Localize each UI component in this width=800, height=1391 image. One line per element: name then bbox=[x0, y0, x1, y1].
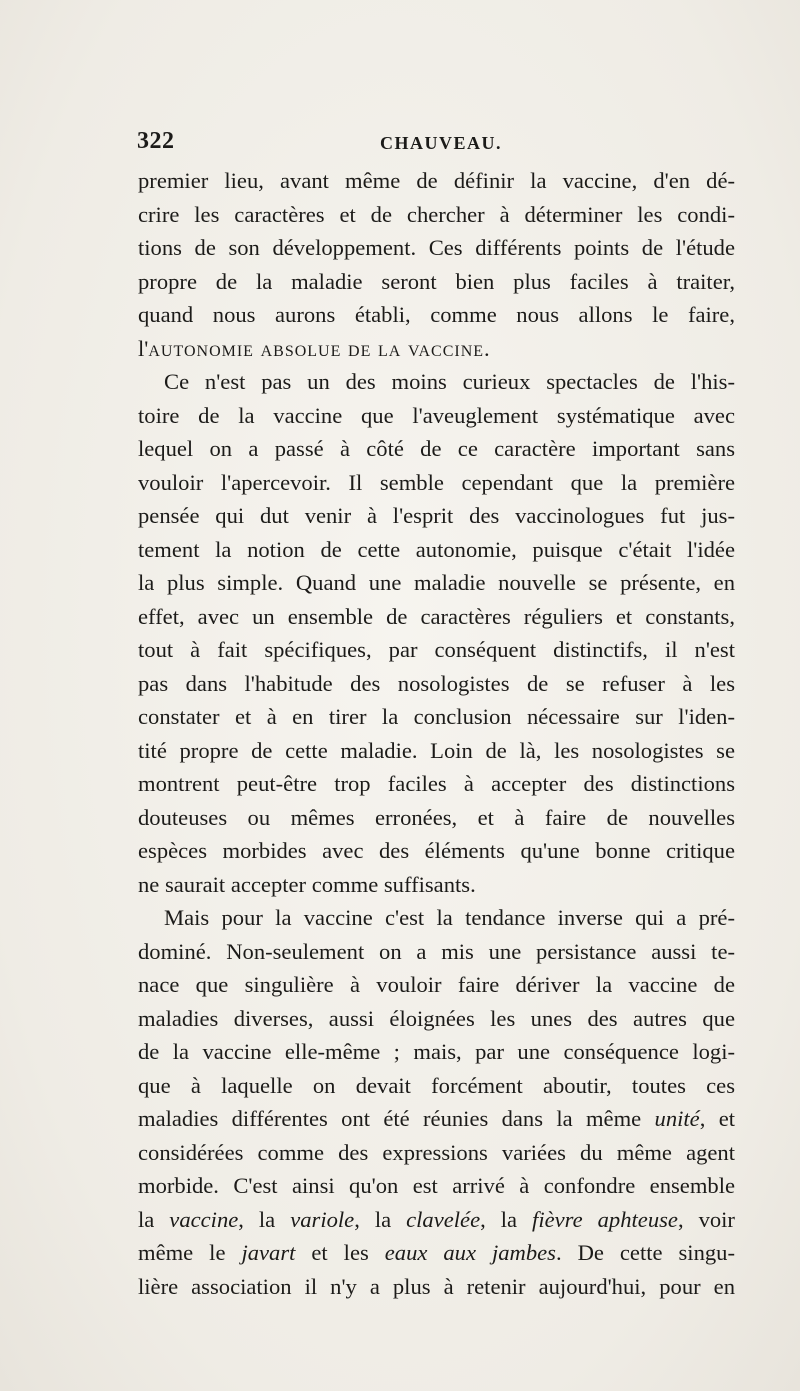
text-line: de la vaccine elle-même ; mais, par une conséquence logi- bbox=[138, 1039, 735, 1064]
text-line: vouloir l'apercevoir. Il semble cependant que la première bbox=[138, 469, 735, 495]
text-line bbox=[138, 1102, 735, 1136]
body-text bbox=[138, 164, 735, 1303]
text-fragment: . De cette singu- bbox=[555, 1240, 735, 1265]
running-head: CHAUVEAU. bbox=[380, 133, 503, 153]
italic-term: fièvre aphteuse bbox=[532, 1206, 678, 1232]
text-line: tité propre de cette maladie. Loin de là, les nosologistes se bbox=[138, 737, 735, 763]
text-fragment: , la bbox=[238, 1206, 276, 1232]
paragraph-start-line: Ce n'est pas un des moins curieux spectacles de l'his- bbox=[164, 369, 735, 394]
text-line: maladies diverses, aussi éloignées les unes des autres que bbox=[138, 1005, 735, 1031]
text-line: tions de son développement. Ces différents points de l'étude bbox=[138, 235, 735, 260]
text-line: la plus simple. Quand une maladie nouvelle se présente, en bbox=[138, 570, 735, 595]
text-line: propre de la maladie seront bien plus faciles à traiter, bbox=[138, 268, 735, 294]
text-line: quand nous aurons établi, comme nous allons le faire, bbox=[138, 302, 735, 327]
text-fragment: la bbox=[138, 1206, 155, 1232]
text-fragment: , la bbox=[480, 1206, 518, 1232]
italic-term: javart bbox=[241, 1240, 296, 1265]
text-line: crire les caractères et de chercher à déterminer les condi- bbox=[138, 201, 735, 227]
text-line: tout à fait spécifiques, par conséquent distinctifs, il n'est bbox=[138, 637, 735, 662]
text-line: douteuses ou mêmes erronées, et à faire de nouvelles bbox=[138, 804, 735, 830]
text-line: lière association il n'y a plus à retenir aujourd'hui, pour en bbox=[138, 1273, 735, 1299]
text-line: espèces morbides avec des éléments qu'une bonne critique bbox=[138, 838, 735, 863]
text-line bbox=[138, 1203, 735, 1237]
paragraph-start-line: Mais pour la vaccine c'est la tendance inverse qui a pré- bbox=[164, 905, 735, 930]
text-line: considérées comme des expressions variées du même agent bbox=[138, 1139, 735, 1165]
italic-term: vaccine bbox=[169, 1206, 239, 1232]
text-fragment: l' bbox=[138, 335, 149, 361]
italic-term: clavelée bbox=[406, 1206, 481, 1232]
text-line: ne saurait accepter comme suffisants. bbox=[138, 871, 476, 897]
text-line: pas dans l'habitude des nosologistes de se refuser à les bbox=[138, 670, 735, 696]
text-line: toire de la vaccine que l'aveuglement systématique avec bbox=[138, 402, 735, 428]
smallcaps-phrase: autonomie absolue de la vaccine. bbox=[148, 335, 491, 361]
text-fragment: , voir bbox=[677, 1206, 735, 1232]
text-fragment: et les bbox=[311, 1240, 369, 1265]
page-header bbox=[137, 128, 737, 160]
text-line: effet, avec un ensemble de caractères réguliers et constants, bbox=[138, 603, 735, 629]
text-line: dominé. Non-seulement on a mis une persistance aussi te- bbox=[138, 938, 735, 964]
text-line: constater et à en tirer la conclusion nécessaire sur l'iden- bbox=[138, 704, 735, 729]
text-fragment: , la bbox=[354, 1206, 392, 1232]
text-fragment: même le bbox=[138, 1240, 226, 1265]
text-line: morbide. C'est ainsi qu'on est arrivé à confondre ensemble bbox=[138, 1173, 735, 1198]
italic-term: unité bbox=[654, 1106, 700, 1131]
text-fragment: , et bbox=[699, 1106, 735, 1131]
page-number: 322 bbox=[137, 128, 175, 154]
text-line: que à laquelle on devait forcément aboutir, toutes ces bbox=[138, 1072, 735, 1098]
text-line: montrent peut-être trop faciles à accepter des distinctions bbox=[138, 771, 735, 796]
text-line bbox=[138, 332, 735, 366]
text-line: lequel on a passé à côté de ce caractère important sans bbox=[138, 436, 735, 461]
text-line: pensée qui dut venir à l'esprit des vaccinologues fut jus- bbox=[138, 503, 735, 528]
text-line: nace que singulière à vouloir faire dériver la vaccine de bbox=[138, 972, 735, 997]
text-line: premier lieu, avant même de définir la vaccine, d'en dé- bbox=[138, 168, 735, 193]
italic-term: variole bbox=[290, 1206, 355, 1232]
italic-term: eaux aux jambes bbox=[384, 1240, 556, 1265]
text-fragment: maladies différentes ont été réunies dans la même bbox=[138, 1106, 642, 1131]
text-line bbox=[138, 1236, 735, 1270]
text-line: tement la notion de cette autonomie, puisque c'était l'idée bbox=[138, 536, 735, 562]
